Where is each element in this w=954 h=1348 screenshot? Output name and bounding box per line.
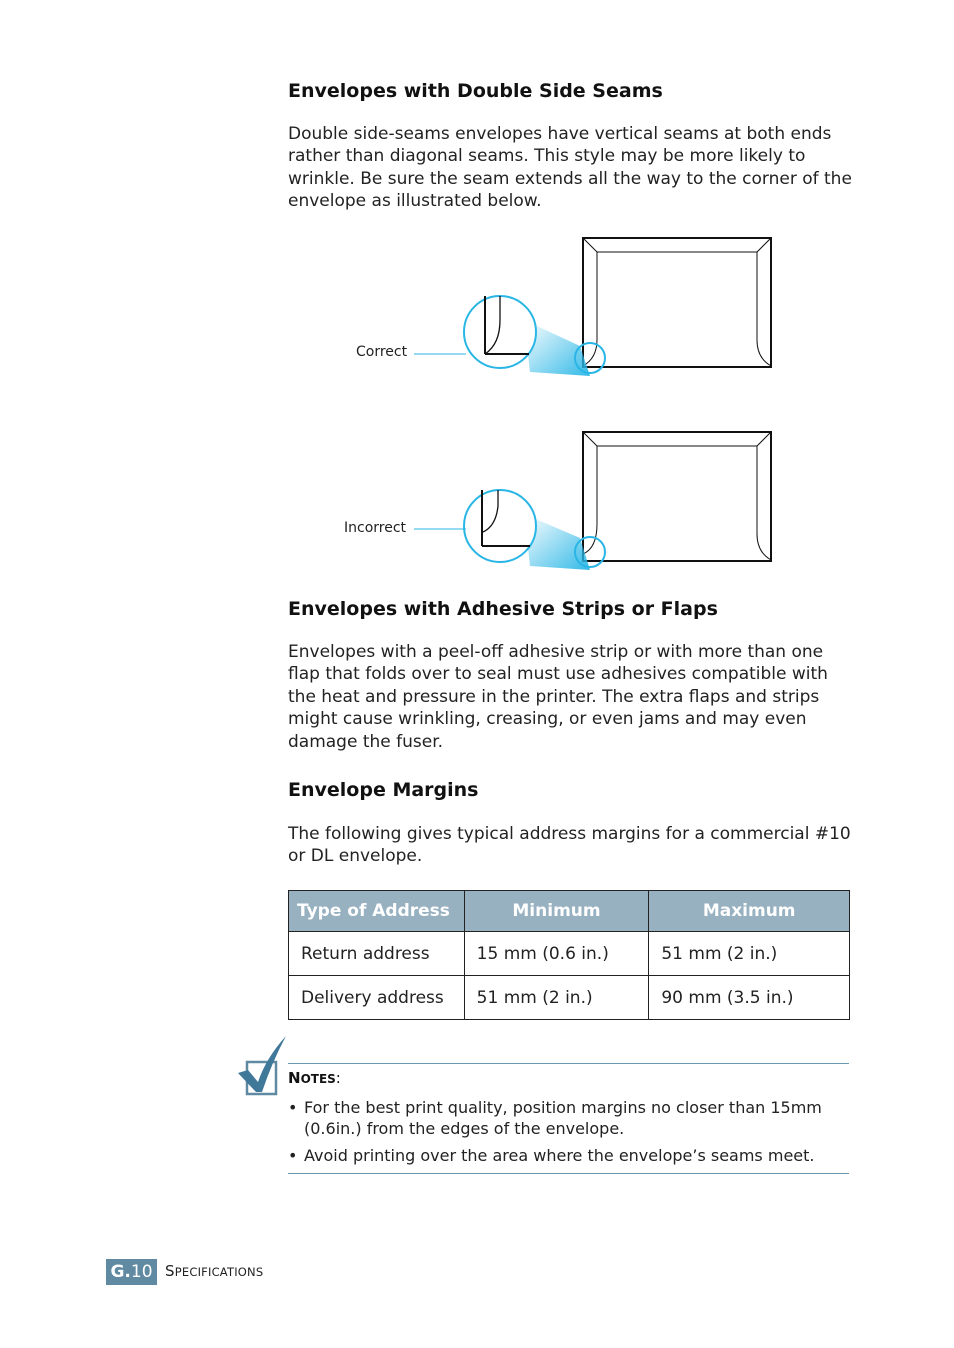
incorrect-label: Incorrect [344,520,407,536]
double-side-seams-paragraph: Double side-seams envelopes have vertical seams at both ends rather than diagonal seams. This style may be more likely to wrinkle. Be sure the seam extends all the way to the corner of the envelope as illustrated below. [288,124,852,212]
note-item: • For the best print quality, position margins no closer than 15mm (0.6in.) from the edges of the envelope. [288,1098,822,1138]
incorrect-magnifier-circle [464,490,536,562]
checkmark-icon [236,1034,288,1098]
cell-minimum: 51 mm (2 in.) [464,976,649,1020]
notes-top-rule [288,1063,849,1064]
incorrect-envelope-illustration [583,432,771,561]
header-type-of-address: Type of Address [289,891,465,932]
notes-bottom-rule [288,1173,849,1174]
chapter-title: SPECIFICATIONS [165,1262,264,1280]
correct-envelope-illustration [583,238,771,367]
header-minimum: Minimum [464,891,649,932]
section-heading-adhesive-strips: Envelopes with Adhesive Strips or Flaps [288,598,718,620]
bullet-icon: • [288,1146,298,1165]
notes-heading: NOTES: [288,1069,341,1087]
header-maximum: Maximum [649,891,850,932]
adhesive-strips-paragraph: Envelopes with a peel-off adhesive strip or with more than one flap that folds over to seal must use adhesives compatible with the heat and pressure in the printer. The extra flaps and strips might cause wrinkling, creasing, or even jams and may even damage the fuser. [288,642,828,752]
correct-label: Correct [356,344,408,360]
cell-maximum: 51 mm (2 in.) [649,932,850,976]
envelope-margins-table [288,890,850,1020]
table-row [289,976,850,1020]
cell-minimum: 15 mm (0.6 in.) [464,932,649,976]
table-row [289,932,850,976]
bullet-icon: • [288,1098,298,1117]
note-item: • Avoid printing over the area where the envelope’s seams meet. [288,1146,815,1165]
cell-address-type: Return address [289,932,465,976]
cell-address-type: Delivery address [289,976,465,1020]
correct-magnifier-circle [464,296,536,368]
envelope-margins-paragraph: The following gives typical address margins for a commercial #10 or DL envelope. [288,824,851,867]
section-heading-envelope-margins: Envelope Margins [288,779,479,801]
table-header-row [289,891,850,932]
section-heading-double-side-seams: Envelopes with Double Side Seams [288,80,663,102]
cell-maximum: 90 mm (3.5 in.) [649,976,850,1020]
page-number-badge: G.10 [106,1259,157,1285]
